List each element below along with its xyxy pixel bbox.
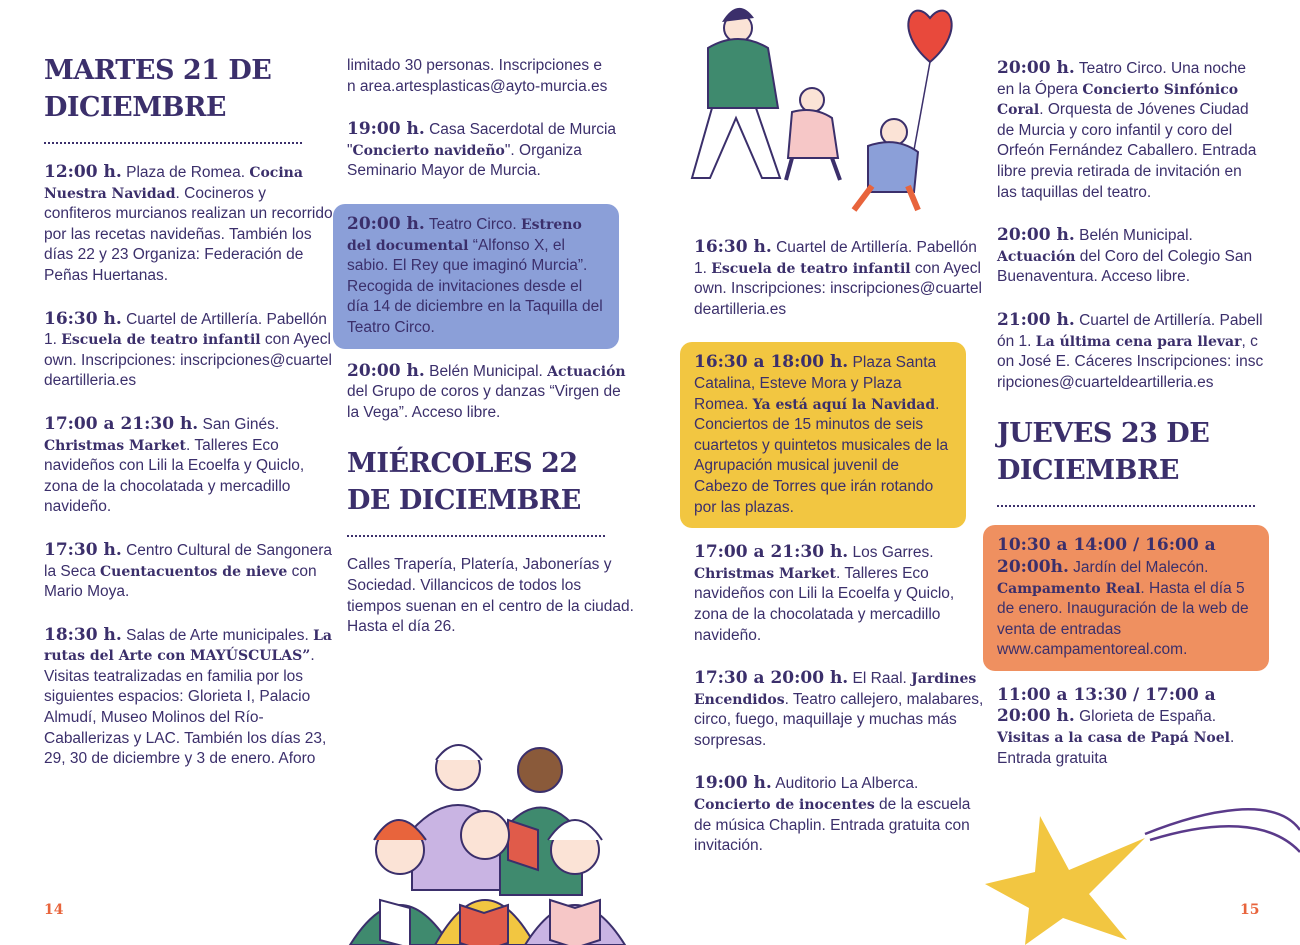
event-entry: 18:30 h. Salas de Arte municipales. La rutas del Arte con MAYÚSCULAS”. Visitas teatralizadas en familia por los siguientes espacios: Glorieta I, Palacio Almudí, Museo Molinos del Río-Caballerizas y LAC. También los días 23, 29, 30 de diciembre y 3 de enero. Aforo [44,624,332,768]
column-1 [44,52,334,792]
page-number-right: 15 [1240,902,1260,918]
event-entry: 12:00 h. Plaza de Romea. Cocina Nuestra Navidad. Cocineros y confiteros murcianos realizan un recorrido por las recetas navideñas. También los días 22 y 23 Organiza: Federación de Peñas Huertanas. [44,162,333,284]
divider [44,142,302,144]
event-entry: Calles Trapería, Platería, Jabonerías y Sociedad. Villancicos de todos los tiempos suenan en el centro de la ciudad. Hasta el día 26. [347,556,634,636]
event-entry: 20:00 h. Belén Municipal. Actuación del Grupo de coros y danzas “Virgen de la Vega”. Acceso libre. [347,360,626,421]
day-heading-martes: MARTES 21 DE DICIEMBRE [44,55,272,123]
column-3 [694,237,984,879]
event-entry: 19:00 h. Auditorio La Alberca. Concierto de inocentes de la escuela de música Chaplin. Entrada gratuita con invitación. [694,773,971,855]
event-entry: 20:00 h. Teatro Circo. Una noche en la Ópera Concierto Sinfónico Coral. Orquesta de Jóvenes Ciudad de Murcia y coro infantil y coro del Orfeón Fernández Caballero. Entrada libre previa retirada de invitación en las taquillas del teatro. [997,58,1257,201]
divider [347,535,605,537]
event-entry-highlight: 16:30 a 18:00 h. Plaza Santa Catalina, Esteve Mora y Plaza Romea. Ya está aquí la Navidad. Conciertos de 15 minutos de seis cuartetos y quintetos musicales de la Agrupación musical juvenil de Cabezo de Torres que irán rotando por las plazas. [680,342,966,528]
event-entry-highlight: 10:30 a 14:00 / 16:00 a 20:00h. Jardín del Malecón. Campamento Real. Hasta el día 5 de enero. Inauguración de la web de venta de entradas www.campamentoreal.com. [983,525,1269,671]
day-heading-miercoles: MIÉRCOLES 22 DE DICIEMBRE [347,448,581,517]
event-entry: 17:00 a 21:30 h. San Ginés. Christmas Market. Talleres Eco navideños con Lili la Ecoelfa y Quiclo, zona de la chocolatada y mercadillo navideño. [44,413,305,516]
column-2 [347,56,637,660]
divider [997,505,1255,507]
event-entry: 17:00 a 21:30 h. Los Garres. Christmas Market. Talleres Eco navideños con Lili la Ecoelfa y Quiclo, zona de la chocolatada y mercadillo navideño. [694,542,955,644]
event-entry: 17:30 a 20:00 h. El Raal. Jardines Encendidos. Teatro callejero, malabares, circo, fuego, maquillaje y muchas más sorpresas. [694,668,984,749]
event-entry: 19:00 h. Casa Sacerdotal de Murcia "Concierto navideño". Organiza Seminario Mayor de Murcia. [347,119,617,180]
event-entry: 11:00 a 13:30 / 17:00 a 20:00 h. Glorieta de España. Visitas a la casa de Papá Noel. Entrada gratuita [997,684,1235,767]
day-heading-jueves: JUEVES 23 DE DICIEMBRE [997,418,1210,487]
event-entry-highlight: 20:00 h. Teatro Circo. Estreno del documental “Alfonso X, el sabio. El Rey que imaginó Murcia”. Recogida de invitaciones desde el día 14 de diciembre en la Taquilla del Teatro Circo. [333,204,619,349]
event-entry: 20:00 h. Belén Municipal. Actuación del Coro del Colegio San Buenaventura. Acceso libre. [997,225,1253,286]
event-continuation: limitado 30 personas. Inscripciones en area.artesplasticas@ayto-murcia.es [347,57,608,95]
event-entry: 21:00 h. Cuartel de Artillería. Pabellón 1. La última cena para llevar, con José E. Cáceres Inscripciones: inscripciones@cuarteldeartilleria.es [997,309,1264,391]
event-entry: 16:30 h. Cuartel de Artillería. Pabellón 1. Escuela de teatro infantil con Ayeclown. Inscripciones: inscripciones@cuarteldeartilleria.es [44,308,332,390]
star-illustration [985,800,1300,945]
event-entry: 16:30 h. Cuartel de Artillería. Pabellón 1. Escuela de teatro infantil con Ayeclown. Inscripciones: inscripciones@cuarteldeartilleria.es [694,237,982,318]
page-number-left: 14 [44,902,64,918]
choir-illustration [340,740,640,945]
event-entry: 17:30 h. Centro Cultural de Sangonera la Seca Cuentacuentos de nieve con Mario Moya. [44,539,333,601]
family-balloon-illustration [672,0,982,222]
column-4 [997,58,1265,791]
